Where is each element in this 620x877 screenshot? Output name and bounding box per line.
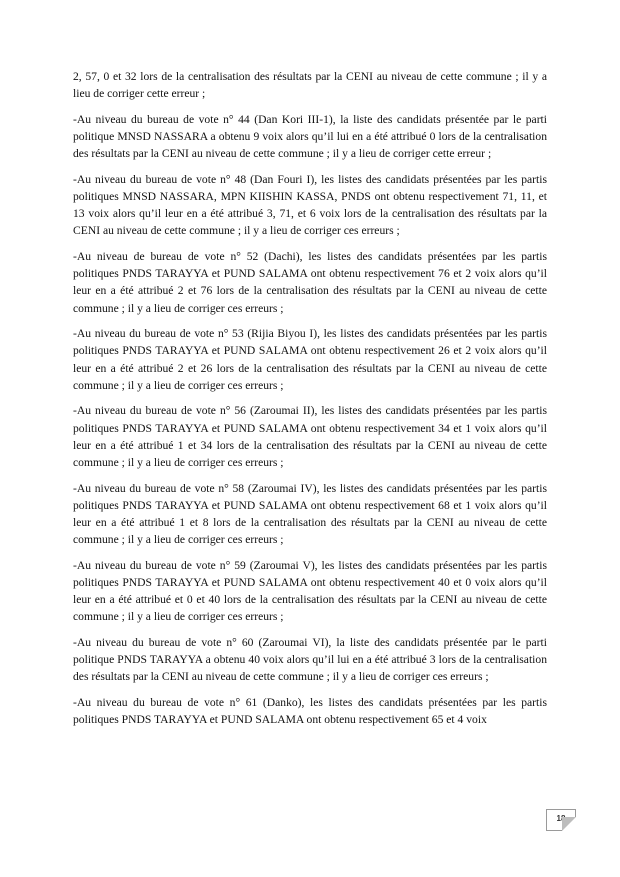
paragraph-bureau-44: -Au niveau du bureau de vote n° 44 (Dan Kori III-1), la liste des candidats présentée par le parti politique MNSD NASSARA a obtenu 9 voix alors qu’il lui en a été attribué 0 lors de la centralisation des résultats par la CENI au niveau de cette commune ; il y a lieu de corriger cette erreur ;	[73, 112, 547, 161]
page-corner-fold-icon	[562, 817, 576, 831]
paragraph-bureau-61: -Au niveau du bureau de vote n° 61 (Danko), les listes des candidats présentées par les partis politiques PNDS TARAYYA et PUND SALAMA ont obtenu respectivement 65 et 4 voix	[73, 696, 547, 727]
paragraph-bureau-58: -Au niveau du bureau de vote n° 58 (Zaroumai IV), les listes des candidats présentées par les partis politiques PNDS TARAYYA et PUND SALAMA ont obtenu respectivement 68 et 1 voix alors qu’il leur en a été attribué 1 et 8 lors de la centralisation des résultats par la CENI au niveau de cette commune ; il y a lieu de corriger ces erreurs ;	[73, 481, 547, 547]
paragraph-bureau-53: -Au niveau du bureau de vote n° 53 (Rijia Biyou I), les listes des candidats présentées par les partis politiques PNDS TARAYYA et PUND SALAMA ont obtenu respectivement 26 et 2 voix alors qu’il leur en a été attribué 2 et 26 lors de la centralisation des résultats par la CENI au niveau de cette commune ; il y a lieu de corriger ces erreurs ;	[73, 327, 547, 392]
paragraph-bureau-52: -Au niveau de bureau de vote n° 52 (Dachi), les listes des candidats présentées par les partis politiques PNDS TARAYYA et PUND SALAMA ont obtenu respectivement 76 et 2 voix alors qu’il leur en a été attribué 2 et 76 lors de la centralisation des résultats par la CENI au niveau de cette commune ; il y a lieu de corriger ces erreurs ;	[73, 250, 547, 315]
paragraph-bureau-59: -Au niveau du bureau de vote n° 59 (Zaroumai V), les listes des candidats présentées par les partis politiques PNDS TARAYYA et PUND SALAMA ont obtenu respectivement 40 et 0 voix alors qu’il leur en a été attribué et 0 et 40 lors de la centralisation des résultats par la CENI au niveau de cette commune ; il y a lieu de corriger ces erreurs ;	[73, 558, 547, 624]
paragraph-continuation: 2, 57, 0 et 32 lors de la centralisation des résultats par la CENI au niveau de cette commune ; il y a lieu de corriger cette erreur ;	[73, 70, 547, 101]
page-number-badge	[546, 809, 576, 831]
page-number: 18	[556, 814, 566, 823]
paragraph-bureau-60: -Au niveau du bureau de vote n° 60 (Zaroumai VI), la liste des candidats présentée par le parti politique PNDS TARAYYA a obtenu 40 voix alors qu’il lui en a été attribué 3 lors de la centralisation des résultats par la CENI au niveau de cette commune ; il y a lieu de corriger ces erreurs ;	[73, 636, 547, 684]
paragraph-bureau-48: -Au niveau du bureau de vote n° 48 (Dan Fouri I), les listes des candidats présentées par les partis politiques MNSD NASSARA, MPN KIISHIN KASSA, PNDS ont obtenu respectivement 71, 11, et 13 voix alors qu’il leur en a été attribué 3, 71, et 6 voix lors de la centralisation des résultats par la CENI au niveau de cette commune ; il y a lieu de corriger ces erreurs ;	[73, 172, 547, 238]
paragraph-bureau-56: -Au niveau du bureau de vote n° 56 (Zaroumai II), les listes des candidats présentées par les partis politiques PNDS TARAYYA et PUND SALAMA ont obtenu respectivement 34 et 1 voix alors qu’il leur en a été attribué 1 et 34 lors de la centralisation des résultats par la CENI au niveau de cette commune ; il y a lieu de corriger ces erreurs ;	[73, 404, 547, 470]
document-body	[73, 68, 547, 737]
